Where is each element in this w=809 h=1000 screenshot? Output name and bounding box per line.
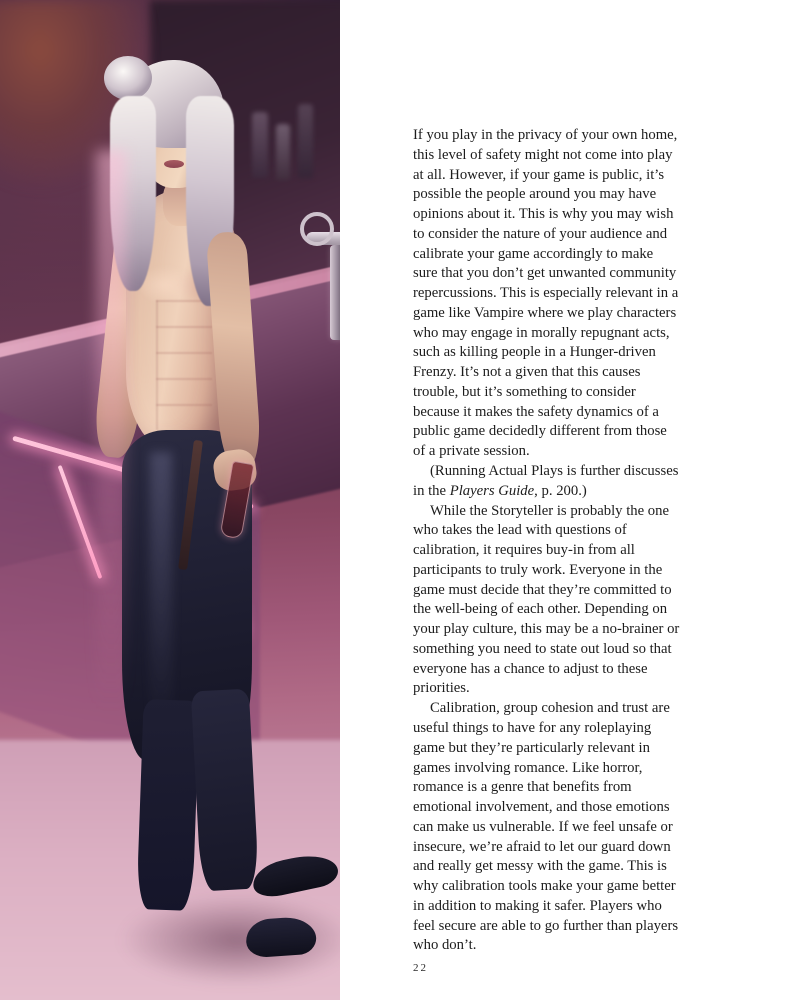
paragraph-4-run-1: Calibration, group cohesion and trust are useful things to have for any roleplaying game but they’re particularly relevant in games involving romance. Like horror, romance is a genre that benefits from emotional involvement, and those emotions can make us vulnerable. If we feel unsafe or insecure, we’re afraid to let our guard down and really get messy with the game. This is why calibration tools make your game better in addition to making it safer. Players who feel secure are able to go further than players who don’t. bbox=[413, 700, 679, 954]
character-right-leg bbox=[191, 689, 259, 892]
paragraph-1-run-1: If you play in the privacy of your own home, this level of safety might not come into play at all. However, if your game is public, it’s possible the people around you may have opinions about it. This is why you may wish to consider the nature of your audience and calibrate your game accordingly to make sure that you don’t get unwanted community repercussions. This is especially relevant in a game like Vampire where we play characters who may engage in morally repugnant acts, such as killing people in a Hunger-driven Frenzy. It’s not a given that this causes trouble, but it’s something to consider because it makes the safety dynamics of a public game decidedly different from those of a private session. bbox=[413, 127, 679, 460]
illustration bbox=[0, 0, 400, 1000]
paragraph-2-run-1: (Running Actual Plays is further discusses in the bbox=[413, 463, 679, 499]
character-lips bbox=[164, 160, 184, 168]
character-left-leg bbox=[136, 699, 199, 911]
paragraph-2-run-2: Players Guide bbox=[449, 482, 535, 499]
paragraph-2 bbox=[413, 462, 681, 502]
character-abdomen-shading bbox=[156, 300, 212, 430]
paragraph-1 bbox=[413, 126, 681, 462]
character-shoe bbox=[245, 916, 317, 959]
paragraph-4 bbox=[413, 699, 681, 956]
rim-light bbox=[96, 150, 126, 710]
character-shoe bbox=[249, 849, 340, 900]
page-number: 22 bbox=[413, 962, 428, 974]
paragraph-3 bbox=[413, 502, 681, 700]
body-text-column bbox=[413, 126, 681, 956]
torn-paper-edge bbox=[340, 0, 400, 1000]
character-trousers-highlight bbox=[150, 452, 172, 732]
paragraph-3-run-1: While the Storyteller is probably the one who takes the lead with questions of calibration, it requires buy-in from all participants to truly work. Everyone in the game must decide that they’re committed to the well-being of each other. Depending on your play culture, this may be a no-brainer or something you need to state out loud so that everyone has a chance to adjust to these priorities. bbox=[413, 502, 680, 697]
character-hair-bun bbox=[104, 56, 152, 100]
paragraph-2-run-3: , p. 200.) bbox=[534, 482, 587, 499]
